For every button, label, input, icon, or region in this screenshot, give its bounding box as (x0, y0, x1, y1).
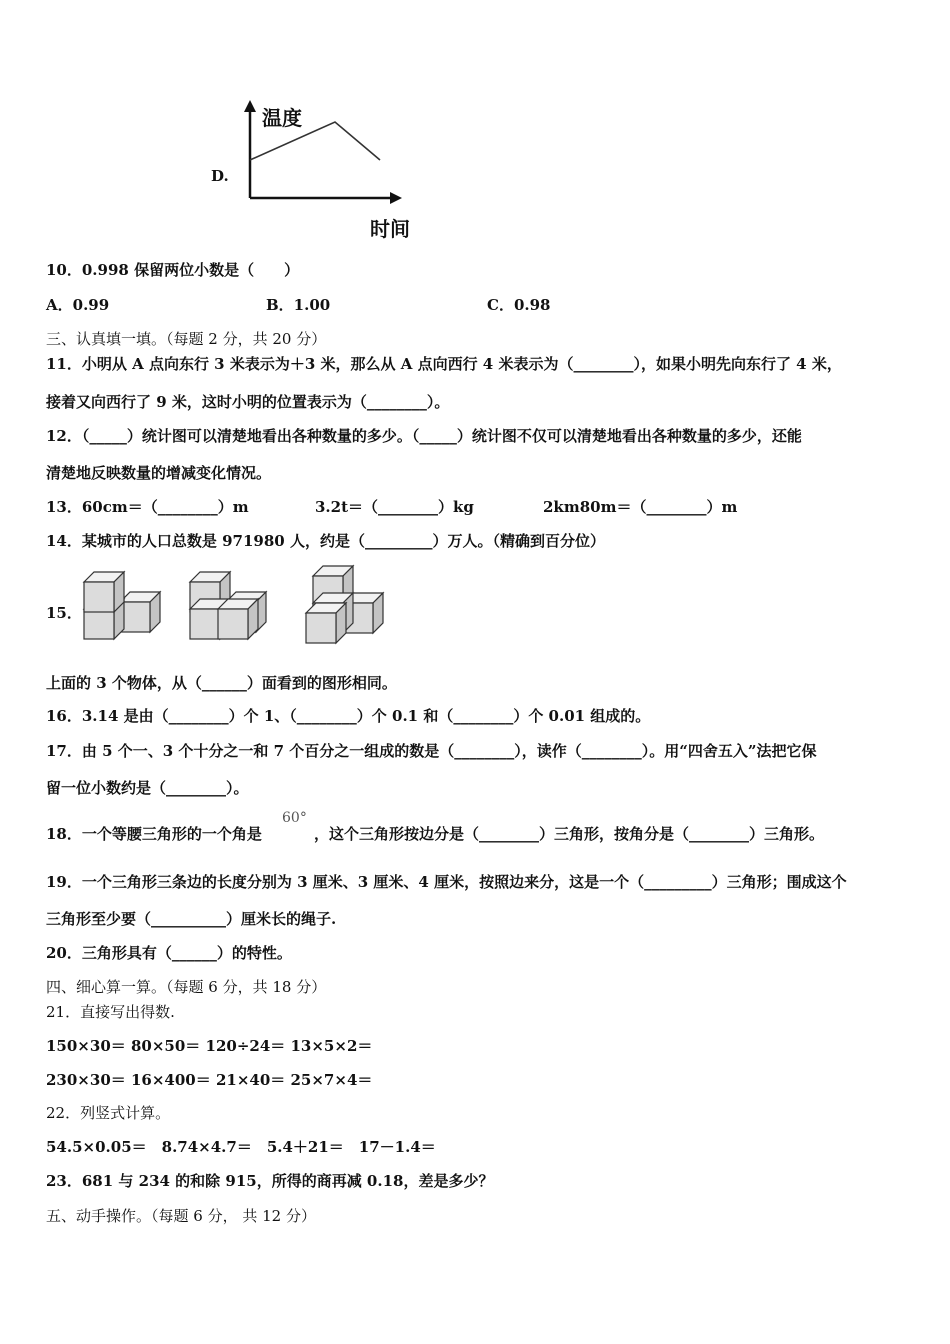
q19-line1: 19．一个三角形三条边的长度分别为 3 厘米、3 厘米、4 厘米，按照边来分，这是一个（_________）三角形；围成这个 (46, 873, 847, 891)
q13-part1: 13．60cm＝（________）m (46, 498, 249, 516)
cube-figures (80, 563, 400, 648)
q15-text: 上面的 3 个物体，从（______）面看到的图形相同。 (46, 674, 397, 692)
q12-line2: 清楚地反映数量的增减变化情况。 (46, 464, 272, 482)
q18-before: 18．一个等腰三角形的一个角是 (46, 825, 262, 843)
q11-line1: 11．小明从 A 点向东行 3 米表示为＋3 米，那么从 A 点向西行 4 米表示为（________），如果小明先向东行了 4 米， (46, 355, 842, 373)
section-3-heading: 三、认真填一填。（每题 2 分，共 20 分） (46, 330, 327, 348)
q18-angle: 60° (282, 810, 307, 826)
q13-part3: 2km80m＝（________）m (543, 498, 738, 516)
cube-figure-1 (84, 572, 160, 639)
q23-text: 23．681 与 234 的和除 915，所得的商再减 0.18，差是多少？ (46, 1172, 494, 1190)
q20-text: 20．三角形具有（______）的特性。 (46, 944, 292, 962)
q12-line1: 12．（_____）统计图可以清楚地看出各种数量的多少。（_____）统计图不仅可以清楚地看出各种数量的多少，还能 (46, 427, 802, 445)
y-axis-label: 温度 (262, 106, 302, 130)
q22-row: 54.5×0.05＝ 8.74×4.7＝ 5.4＋21＝ 17－1.4＝ (46, 1138, 436, 1156)
option-d-label: D. (211, 167, 229, 185)
x-axis-arrow (390, 192, 402, 204)
q15-number: 15． (46, 604, 82, 622)
q21-stem: 21．直接写出得数. (46, 1003, 175, 1021)
y-axis-arrow (244, 100, 256, 112)
q21-row2: 230×30＝ 16×400＝ 21×40＝ 25×7×4＝ (46, 1071, 373, 1089)
section-5-heading: 五、动手操作。（每题 6 分， 共 12 分） (46, 1207, 316, 1225)
q21-row1: 150×30＝ 80×50＝ 120÷24＝ 13×5×2＝ (46, 1037, 373, 1055)
x-axis-label: 时间 (370, 217, 410, 241)
cube-figure-3 (306, 566, 383, 643)
q10-option-b: B．1.00 (266, 296, 331, 314)
temperature-time-graph (236, 96, 426, 246)
q14-text: 14．某城市的人口总数是 971980 人，约是（_________）万人。（精确到百分位） (46, 532, 605, 550)
q10-option-c: C．0.98 (487, 296, 551, 314)
q18-after: ，这个三角形按边分是（________）三角形，按角分是（________）三角形。 (314, 825, 825, 843)
q17-line2: 留一位小数约是（________）。 (46, 779, 249, 797)
q11-line2: 接着又向西行了 9 米，这时小明的位置表示为（________）。 (46, 393, 450, 411)
cube-figure-2 (190, 572, 266, 639)
q10-stem: 10．0.998 保留两位小数是（ ） (46, 261, 300, 279)
q17-line1: 17．由 5 个一、3 个十分之一和 7 个百分之一组成的数是（________），读作（________）。用“四舍五入”法把它保 (46, 742, 817, 760)
q16-text: 16．3.14 是由（________）个 1、（________）个 0.1 和（________）个 0.01 组成的。 (46, 707, 651, 725)
section-4-heading: 四、细心算一算。（每题 6 分，共 18 分） (46, 978, 327, 996)
q22-stem: 22．列竖式计算。 (46, 1104, 171, 1122)
q10-option-a: A．0.99 (46, 296, 110, 314)
q19-line2: 三角形至少要（__________）厘米长的绳子. (46, 910, 337, 928)
q13-part2: 3.2t＝（________）kg (315, 498, 474, 516)
